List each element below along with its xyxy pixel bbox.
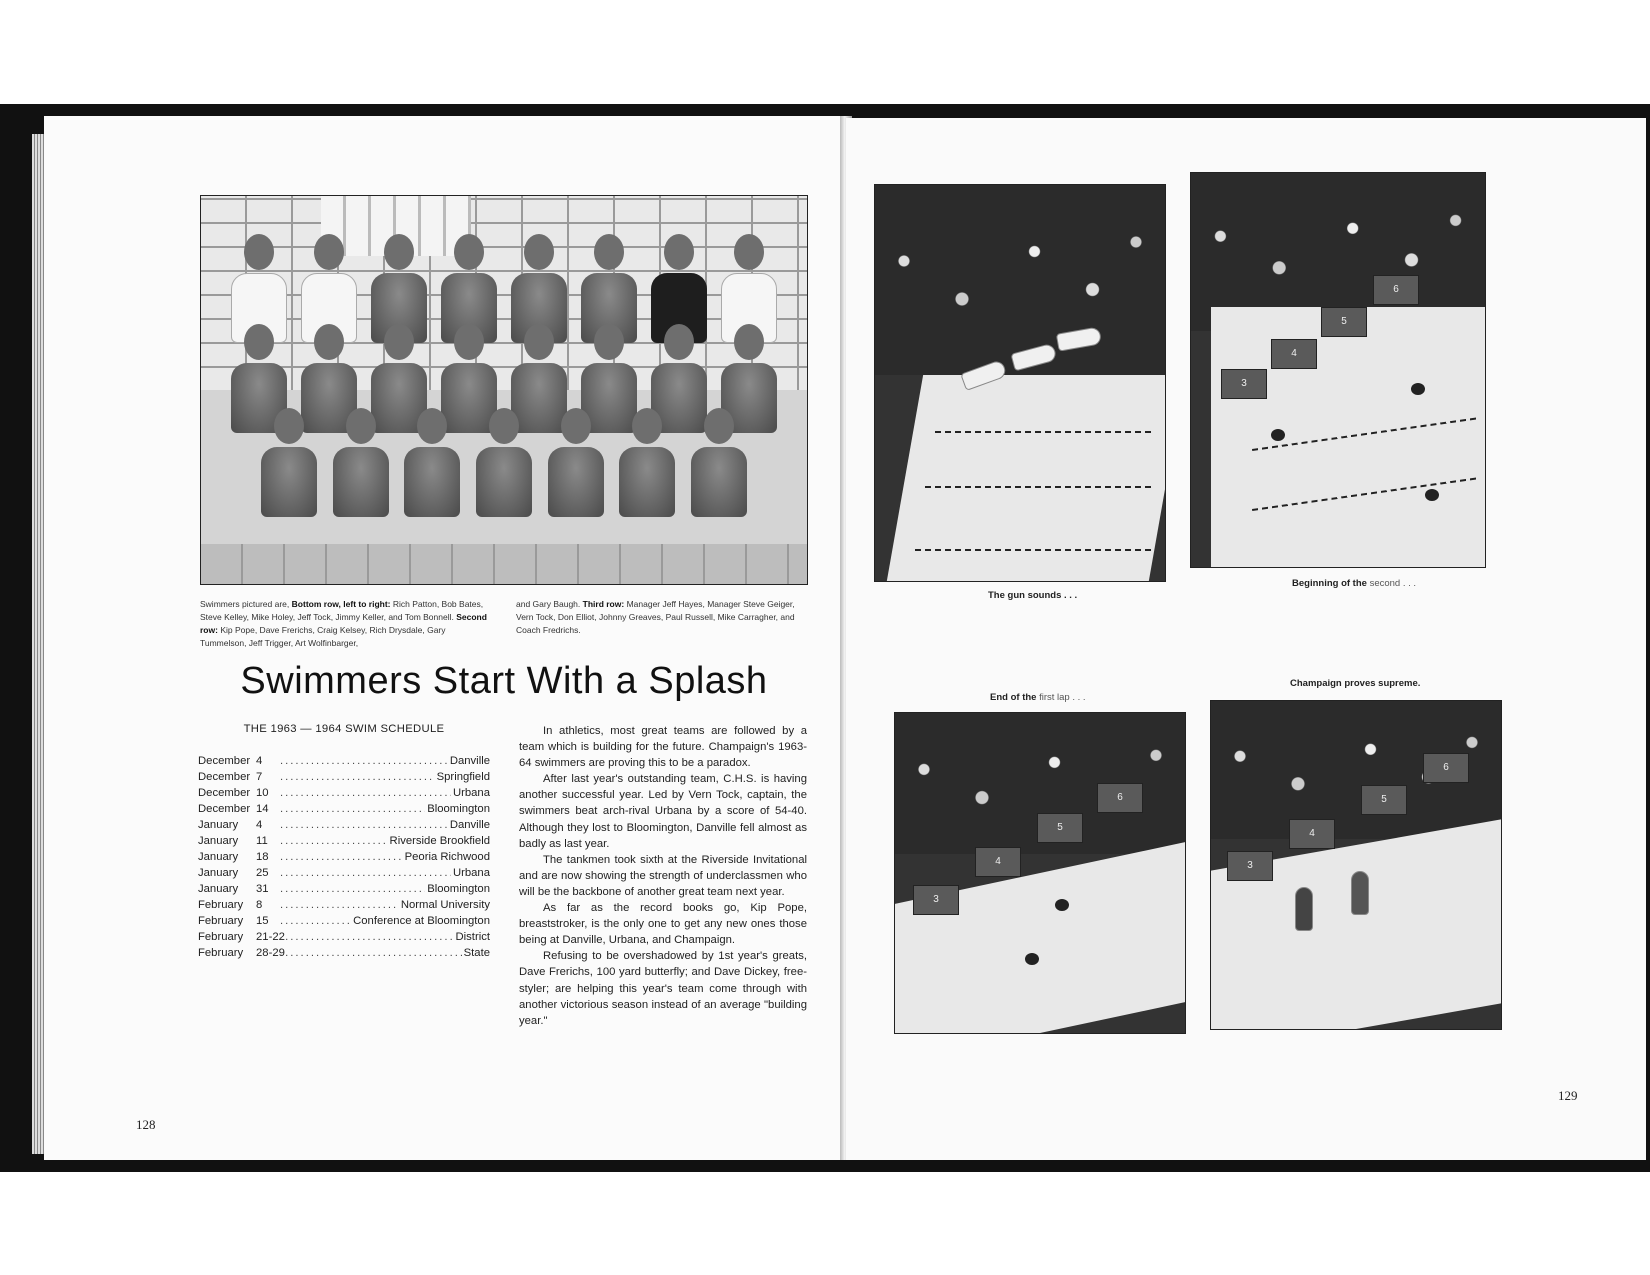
dot-leader	[280, 755, 448, 767]
schedule-month: December	[198, 755, 251, 767]
article-body	[519, 723, 807, 1029]
caption-third-row-names: Manager Jeff Hayes, Manager Steve Geiger, Vern Tock, Don Elliot, Johnny Greaves, Paul Russell, Mike Carragher, and Coach Fredrichs.	[516, 599, 795, 635]
caption-supreme-text: Champaign proves supreme.	[1290, 678, 1421, 689]
spectator-crowd	[875, 185, 1165, 375]
dot-leader	[280, 819, 448, 831]
dot-leader	[280, 915, 351, 927]
page-headline: Swimmers Start With a Splash	[240, 660, 768, 702]
caption-end-first-lap	[990, 692, 1086, 703]
schedule-month: February	[198, 947, 244, 959]
schedule-day: 15	[256, 915, 269, 927]
schedule-row	[198, 819, 490, 835]
caption-column-left	[200, 598, 492, 650]
schedule-opponent: Riverside Brookfield	[389, 835, 490, 847]
starting-block-5: 5	[1321, 307, 1367, 337]
caption-gun-sounds-text: The gun sounds . . .	[988, 590, 1078, 601]
caption-beginning-second	[1292, 578, 1416, 589]
dot-leader	[280, 803, 425, 815]
schedule-day: 4	[256, 755, 263, 767]
schedule-day: 7	[256, 771, 263, 783]
lane-rope	[935, 431, 1155, 433]
starting-block-6: 6	[1423, 753, 1469, 783]
schedule-month: February	[198, 899, 244, 911]
schedule-day: 18	[256, 851, 269, 863]
article-paragraph: Refusing to be overshadowed by 1st year's greats, Dave Frerichs, 100 yard butterfly; and Dave Dickey, free-styler; are helping this year's team come through with another victorious season instead of an average "building year."	[519, 950, 807, 1027]
dot-leader	[280, 899, 399, 911]
caption-continued: and Gary Baugh.	[516, 599, 581, 609]
schedule-opponent: Urbana	[452, 787, 490, 799]
schedule-opponent: Danville	[449, 755, 490, 767]
swimmer-head	[1411, 383, 1425, 395]
page-number-left: 128	[136, 1117, 156, 1132]
schedule-day: 11	[256, 835, 268, 847]
photo-race-start	[874, 184, 1166, 582]
dot-leader	[280, 867, 451, 879]
schedule-day: 14	[256, 803, 269, 815]
team-photo-caption	[200, 598, 808, 650]
schedule-row	[198, 867, 490, 883]
starting-block-4: 4	[975, 847, 1021, 877]
article-paragraph: The tankmen took sixth at the Riverside Invitational and are now showing the strength of underclassmen who will be the backbone of another great team next year.	[519, 853, 807, 898]
dot-leader	[280, 883, 425, 895]
schedule-month: January	[198, 883, 239, 895]
caption-bottom-row-label: Bottom row, left to right:	[291, 599, 391, 609]
schedule-opponent: District	[455, 931, 490, 943]
dot-leader	[280, 835, 388, 847]
caption-end-bold: End of the	[990, 692, 1037, 703]
caption-beginning-rest: second . . .	[1369, 578, 1417, 589]
schedule-row	[198, 915, 490, 931]
schedule-opponent: Springfield	[436, 771, 490, 783]
schedule-day: 4	[256, 819, 263, 831]
lane-rope	[915, 549, 1155, 551]
schedule-day: 21-22	[256, 931, 285, 943]
schedule-month: February	[198, 915, 244, 927]
schedule-list	[198, 755, 490, 963]
schedule-month: January	[198, 851, 239, 863]
schedule-row	[198, 931, 490, 947]
starting-block-3: 3	[1227, 851, 1273, 881]
starting-block-3: 3	[1221, 369, 1267, 399]
schedule-month: January	[198, 819, 239, 831]
schedule-month: January	[198, 835, 239, 847]
schedule-row	[198, 947, 490, 963]
schedule-row	[198, 835, 490, 851]
schedule-title: THE 1963 — 1964 SWIM SCHEDULE	[243, 723, 445, 735]
article-paragraph: After last year's outstanding team, C.H.S. is having another successful year. Led by Vern Tock, captain, the swimmers beat arch-rival Urbana by a score of 54-40. Although they lost to Bloomington, Danville fell almost as badly as last year.	[519, 773, 807, 850]
caption-gun-sounds	[988, 590, 1077, 601]
team-member	[404, 408, 460, 517]
photo-finish	[1210, 700, 1502, 1030]
swim-schedule	[198, 723, 490, 963]
caption-second-row-label: Second row:	[200, 612, 487, 635]
caption-bottom-row-names: Rich Patton, Bob Bates, Steve Kelley, Mike Holey, Jeff Tock, Jimmy Keller, and Tom Bonnell.	[200, 599, 484, 622]
schedule-day: 31	[256, 883, 269, 895]
team-row-bottom	[261, 408, 747, 517]
swimmer-standing	[1351, 871, 1369, 915]
team-member	[476, 408, 532, 517]
pool-edge-bench	[201, 544, 807, 584]
schedule-month: January	[198, 867, 239, 879]
schedule-opponent: Bloomington	[427, 883, 490, 895]
photo-first-lap	[894, 712, 1186, 1034]
dot-leader	[280, 851, 403, 863]
schedule-row	[198, 771, 490, 787]
schedule-opponent: Peoria Richwood	[404, 851, 490, 863]
starting-block-5: 5	[1037, 813, 1083, 843]
dot-leader	[280, 771, 435, 783]
team-member	[548, 408, 604, 517]
team-photo	[200, 195, 808, 585]
pool-water	[895, 842, 1185, 1034]
schedule-day: 25	[256, 867, 269, 879]
schedule-opponent: Conference at Bloomington	[353, 915, 490, 927]
team-member	[619, 408, 675, 517]
dot-leader	[280, 931, 453, 943]
schedule-day: 10	[256, 787, 269, 799]
starting-block-4: 4	[1271, 339, 1317, 369]
schedule-row	[198, 803, 490, 819]
photo-second-lap	[1190, 172, 1486, 568]
starting-block-3: 3	[913, 885, 959, 915]
starting-block-6: 6	[1097, 783, 1143, 813]
caption-second-row-names: Kip Pope, Dave Frerichs, Craig Kelsey, Rich Drysdale, Gary Tummelson, Jeff Trigger, Art Wolfinbarger,	[200, 625, 446, 648]
article-paragraph: In athletics, most great teams are followed by a team which is building for the future. Champaign's 1963-64 swimmers are proving this to be a paradox.	[519, 725, 807, 770]
team-member	[691, 408, 747, 517]
caption-champaign-supreme	[1290, 678, 1420, 689]
swimmer-head	[1025, 953, 1039, 965]
swimmer-head	[1271, 429, 1285, 441]
dot-leader	[280, 947, 462, 959]
swimmer-standing	[1295, 887, 1313, 931]
schedule-month: December	[198, 803, 251, 815]
team-member	[261, 408, 317, 517]
starting-block-5: 5	[1361, 785, 1407, 815]
schedule-day: 28-29	[256, 947, 285, 959]
starting-block-6: 6	[1373, 275, 1419, 305]
schedule-row	[198, 787, 490, 803]
caption-end-rest: first lap . . .	[1039, 692, 1086, 703]
starting-block-4: 4	[1289, 819, 1335, 849]
caption-third-row-label: Third row:	[582, 599, 625, 609]
dot-leader	[280, 787, 451, 799]
schedule-month: December	[198, 787, 251, 799]
swimmer-head	[1055, 899, 1069, 911]
schedule-month: February	[198, 931, 244, 943]
schedule-month: December	[198, 771, 251, 783]
schedule-opponent: Danville	[449, 819, 490, 831]
schedule-row	[198, 755, 490, 771]
page-number-right: 129	[1558, 1088, 1578, 1103]
swimmer-head	[1425, 489, 1439, 501]
schedule-opponent: Bloomington	[427, 803, 490, 815]
article-paragraph: As far as the record books go, Kip Pope, breaststroker, is the only one to get any new ones those being at Danville, Urbana, and Champaign.	[519, 902, 807, 947]
schedule-row	[198, 851, 490, 867]
schedule-opponent: Urbana	[452, 867, 490, 879]
schedule-day: 8	[256, 899, 263, 911]
caption-column-right	[516, 598, 808, 650]
caption-beginning-bold: Beginning of the	[1292, 578, 1367, 589]
schedule-row	[198, 899, 490, 915]
schedule-opponent: Normal University	[400, 899, 490, 911]
team-member	[333, 408, 389, 517]
schedule-row	[198, 883, 490, 899]
caption-lead: Swimmers pictured are,	[200, 599, 290, 609]
schedule-opponent: State	[463, 947, 490, 959]
lane-rope	[925, 486, 1155, 488]
